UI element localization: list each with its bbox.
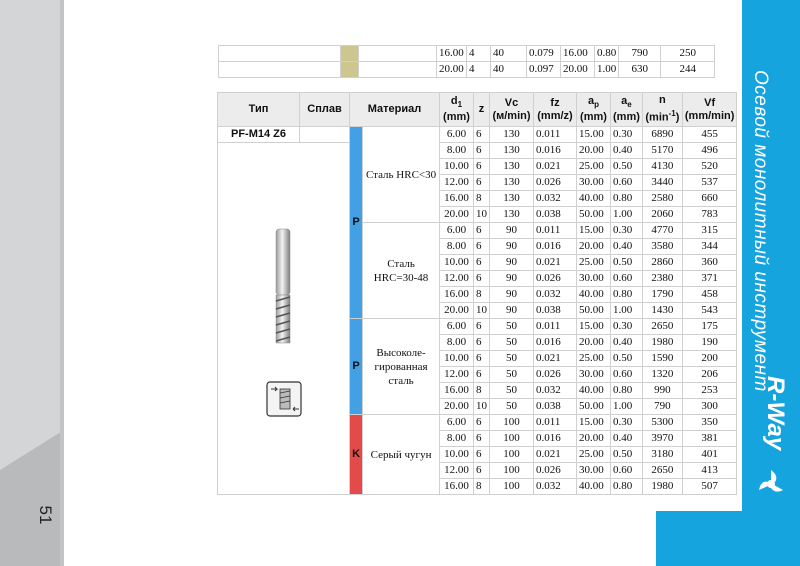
table-cell: 20.00: [577, 239, 611, 255]
table-cell: 90: [490, 239, 534, 255]
header-material: Материал: [350, 93, 440, 127]
table-cell: 100: [490, 431, 534, 447]
table-cell: 50: [490, 335, 534, 351]
top-table-row: [219, 46, 715, 62]
table-cell: 990: [642, 383, 682, 399]
table-cell: 3580: [642, 239, 682, 255]
table-cell: 0.026: [534, 463, 577, 479]
table-cell: 12.00: [440, 367, 474, 383]
table-cell: 8.00: [440, 431, 474, 447]
table-cell: 4130: [642, 159, 682, 175]
table-cell: 30.00: [577, 175, 611, 191]
table-cell: 496: [682, 143, 737, 159]
header-fz: fz (mm/z): [534, 93, 577, 127]
table-cell: 10: [474, 399, 490, 415]
table-cell: 10: [474, 303, 490, 319]
table-cell: 458: [682, 287, 737, 303]
table-cell: 660: [682, 191, 737, 207]
table-cell: 190: [682, 335, 737, 351]
header-ae: $a_e$ (mm): [611, 93, 643, 127]
table-cell: 0.60: [611, 463, 643, 479]
material-cell: Серый чугун: [363, 415, 440, 495]
material-cell: Сталь HRC=30-48: [363, 223, 440, 319]
table-cell: 8.00: [440, 335, 474, 351]
table-cell: 0.60: [611, 271, 643, 287]
table-cell: 15.00: [577, 127, 611, 143]
table-cell: 0.60: [611, 367, 643, 383]
header-d1: $d_1$ (mm): [440, 93, 474, 127]
table-cell: 0.038: [534, 303, 577, 319]
table-cell: 130: [490, 191, 534, 207]
table-cell: 6: [474, 431, 490, 447]
table-cell: 100: [490, 415, 534, 431]
table-cell: 130: [490, 175, 534, 191]
table-cell: 2060: [642, 207, 682, 223]
left-band-edge: [60, 0, 64, 566]
table-cell: 15.00: [577, 415, 611, 431]
table-cell: 507: [682, 479, 737, 495]
table-cell: 6: [474, 447, 490, 463]
table-cell: 1790: [642, 287, 682, 303]
table-cell: 315: [682, 223, 737, 239]
header-row: [218, 93, 737, 127]
table-cell: 25.00: [577, 255, 611, 271]
table-cell: 15.00: [577, 319, 611, 335]
table-cell: 0.80: [611, 383, 643, 399]
table-cell: 130: [490, 143, 534, 159]
table-cell: 0.032: [534, 479, 577, 495]
table-cell: 455: [682, 127, 737, 143]
table-cell: 0.80: [611, 287, 643, 303]
table-cell: 20.00: [437, 62, 467, 78]
table-cell: 6.00: [440, 127, 474, 143]
blank-cell: [219, 62, 341, 78]
table-cell: 344: [682, 239, 737, 255]
table-cell: 30.00: [577, 463, 611, 479]
table-cell: 16.00: [561, 46, 595, 62]
table-cell: 630: [619, 62, 661, 78]
table-cell: 130: [490, 159, 534, 175]
blank-cell: [359, 46, 437, 62]
table-cell: 401: [682, 447, 737, 463]
cutting-data-table: [217, 92, 737, 495]
table-row: [218, 127, 737, 143]
table-cell: 537: [682, 175, 737, 191]
table-cell: 543: [682, 303, 737, 319]
top-table-row: [219, 62, 715, 78]
table-row: [218, 143, 737, 159]
table-cell: 4770: [642, 223, 682, 239]
table-cell: 0.021: [534, 255, 577, 271]
table-cell: 8: [474, 479, 490, 495]
table-cell: 0.50: [611, 255, 643, 271]
table-cell: 6: [474, 127, 490, 143]
table-cell: 20.00: [577, 335, 611, 351]
table-cell: 1980: [642, 479, 682, 495]
table-cell: 50: [490, 367, 534, 383]
table-cell: 0.40: [611, 239, 643, 255]
left-margin-band: [0, 0, 64, 566]
brand-logo-icon: [753, 466, 789, 502]
table-cell: 6: [474, 335, 490, 351]
table-cell: 0.032: [534, 383, 577, 399]
table-cell: 6.00: [440, 415, 474, 431]
table-cell: 4: [467, 46, 491, 62]
material-cell: Высоколе-гированная сталь: [363, 319, 440, 415]
table-cell: 6: [474, 463, 490, 479]
table-cell: 8: [474, 383, 490, 399]
table-cell: 783: [682, 207, 737, 223]
table-cell: 25.00: [577, 447, 611, 463]
table-cell: 130: [490, 127, 534, 143]
table-cell: 5300: [642, 415, 682, 431]
table-cell: 6: [474, 255, 490, 271]
table-cell: 4: [467, 62, 491, 78]
table-cell: 175: [682, 319, 737, 335]
table-cell: 0.30: [611, 223, 643, 239]
table-cell: 40.00: [577, 479, 611, 495]
table-cell: 0.011: [534, 415, 577, 431]
table-cell: 0.032: [534, 191, 577, 207]
table-cell: 20.00: [561, 62, 595, 78]
table-cell: 0.40: [611, 143, 643, 159]
table-cell: 15.00: [577, 223, 611, 239]
header-type: Тип: [218, 93, 300, 127]
material-group-p: P: [350, 127, 363, 319]
color-swatch-cell: [341, 62, 359, 78]
table-cell: 1.00: [611, 303, 643, 319]
table-cell: 50: [490, 399, 534, 415]
table-cell: 16.00: [437, 46, 467, 62]
table-cell: 50: [490, 351, 534, 367]
table-cell: 6: [474, 319, 490, 335]
table-cell: 8.00: [440, 239, 474, 255]
page-number: 51: [36, 505, 55, 525]
table-cell: 6.00: [440, 319, 474, 335]
table-cell: 6: [474, 143, 490, 159]
table-cell: 20.00: [577, 143, 611, 159]
table-cell: 5170: [642, 143, 682, 159]
table-cell: 0.80: [611, 479, 643, 495]
table-cell: 350: [682, 415, 737, 431]
table-cell: 50.00: [577, 207, 611, 223]
table-cell: 10.00: [440, 351, 474, 367]
table-cell: 40.00: [577, 383, 611, 399]
table-cell: 790: [619, 46, 661, 62]
table-cell: 0.016: [534, 335, 577, 351]
table-cell: 2860: [642, 255, 682, 271]
table-cell: 10.00: [440, 255, 474, 271]
table-cell: 100: [490, 479, 534, 495]
table-cell: 100: [490, 463, 534, 479]
end-mill-tool-icon: [264, 227, 304, 367]
table-cell: 253: [682, 383, 737, 399]
table-cell: 6: [474, 271, 490, 287]
table-cell: 0.60: [611, 175, 643, 191]
header-z: z: [474, 93, 490, 127]
material-group-p: P: [350, 319, 363, 415]
header-vf: Vf (mm/min): [682, 93, 737, 127]
header-alloy: Сплав: [300, 93, 350, 127]
header-n: n $(\min^{-1})$: [642, 93, 682, 127]
table-cell: 3180: [642, 447, 682, 463]
table-cell: 40.00: [577, 191, 611, 207]
milling-pictogram-icon: [266, 381, 302, 417]
table-cell: 0.40: [611, 335, 643, 351]
table-cell: 0.011: [534, 127, 577, 143]
material-cell: Сталь HRC<30: [363, 127, 440, 223]
table-cell: 200: [682, 351, 737, 367]
table-cell: 30.00: [577, 367, 611, 383]
alloy-cell: [300, 127, 350, 143]
table-cell: 0.50: [611, 351, 643, 367]
table-cell: 10.00: [440, 447, 474, 463]
table-cell: 0.032: [534, 287, 577, 303]
table-cell: 0.80: [595, 46, 619, 62]
table-cell: 12.00: [440, 175, 474, 191]
table-cell: 1.00: [611, 399, 643, 415]
table-cell: 520: [682, 159, 737, 175]
table-cell: 6: [474, 175, 490, 191]
continued-table: [218, 45, 715, 78]
table-cell: 0.097: [527, 62, 561, 78]
table-cell: 0.016: [534, 431, 577, 447]
table-cell: 0.30: [611, 415, 643, 431]
table-cell: 8: [474, 191, 490, 207]
table-cell: 244: [661, 62, 715, 78]
table-cell: 0.50: [611, 447, 643, 463]
table-cell: 0.026: [534, 271, 577, 287]
table-cell: 0.80: [611, 191, 643, 207]
table-cell: 1320: [642, 367, 682, 383]
table-cell: 371: [682, 271, 737, 287]
table-cell: 0.016: [534, 239, 577, 255]
table-cell: 90: [490, 271, 534, 287]
table-cell: 413: [682, 463, 737, 479]
table-cell: 360: [682, 255, 737, 271]
table-cell: 6: [474, 367, 490, 383]
table-cell: 0.50: [611, 159, 643, 175]
table-cell: 2650: [642, 319, 682, 335]
table-cell: 90: [490, 255, 534, 271]
table-cell: 16.00: [440, 383, 474, 399]
table-cell: 0.30: [611, 319, 643, 335]
table-cell: 0.026: [534, 175, 577, 191]
table-cell: 40.00: [577, 287, 611, 303]
tool-type-cell: PF-M14 Z6: [218, 127, 300, 143]
table-cell: 1980: [642, 335, 682, 351]
table-cell: 6.00: [440, 223, 474, 239]
table-cell: 50: [490, 319, 534, 335]
table-cell: 12.00: [440, 271, 474, 287]
table-cell: 2580: [642, 191, 682, 207]
table-cell: 90: [490, 303, 534, 319]
table-cell: 381: [682, 431, 737, 447]
table-cell: 0.038: [534, 399, 577, 415]
table-cell: 790: [642, 399, 682, 415]
table-cell: 0.011: [534, 223, 577, 239]
table-cell: 0.021: [534, 351, 577, 367]
color-swatch-cell: [341, 46, 359, 62]
table-cell: 100: [490, 447, 534, 463]
table-cell: 16.00: [440, 191, 474, 207]
table-cell: 1.00: [595, 62, 619, 78]
table-cell: 300: [682, 399, 737, 415]
table-cell: 1590: [642, 351, 682, 367]
table-cell: 3440: [642, 175, 682, 191]
table-cell: 0.40: [611, 431, 643, 447]
table-cell: 6: [474, 159, 490, 175]
table-cell: 8.00: [440, 143, 474, 159]
table-cell: 90: [490, 223, 534, 239]
table-cell: 20.00: [440, 399, 474, 415]
table-cell: 0.026: [534, 367, 577, 383]
table-cell: 40: [491, 62, 527, 78]
table-cell: 50.00: [577, 303, 611, 319]
table-cell: 12.00: [440, 463, 474, 479]
table-cell: 130: [490, 207, 534, 223]
table-cell: 0.021: [534, 159, 577, 175]
table-cell: 6: [474, 239, 490, 255]
table-cell: 2650: [642, 463, 682, 479]
table-cell: 40: [491, 46, 527, 62]
page-number-tab: [0, 0, 64, 566]
table-cell: 0.021: [534, 447, 577, 463]
table-cell: 3970: [642, 431, 682, 447]
table-cell: 8: [474, 287, 490, 303]
table-cell: 16.00: [440, 287, 474, 303]
header-vc: Vc (м/min): [490, 93, 534, 127]
table-cell: 25.00: [577, 351, 611, 367]
table-cell: 30.00: [577, 271, 611, 287]
material-group-k: K: [350, 415, 363, 495]
table-cell: 50: [490, 383, 534, 399]
table-cell: 206: [682, 367, 737, 383]
blank-cell: [359, 62, 437, 78]
table-cell: 25.00: [577, 159, 611, 175]
table-cell: 16.00: [440, 479, 474, 495]
table-cell: 6: [474, 223, 490, 239]
blank-cell: [219, 46, 341, 62]
table-cell: 2380: [642, 271, 682, 287]
table-cell: 0.016: [534, 143, 577, 159]
table-cell: 90: [490, 287, 534, 303]
tool-image-cell: [218, 143, 350, 495]
table-cell: 0.079: [527, 46, 561, 62]
table-cell: 50.00: [577, 399, 611, 415]
table-cell: 1430: [642, 303, 682, 319]
table-cell: 0.011: [534, 319, 577, 335]
table-cell: 250: [661, 46, 715, 62]
table-cell: 0.30: [611, 127, 643, 143]
table-cell: 1.00: [611, 207, 643, 223]
table-cell: 20.00: [577, 431, 611, 447]
table-cell: 10.00: [440, 159, 474, 175]
table-cell: 0.038: [534, 207, 577, 223]
table-cell: 6: [474, 415, 490, 431]
table-cell: 6890: [642, 127, 682, 143]
header-ap: $a_p$ (mm): [577, 93, 611, 127]
table-cell: 10: [474, 207, 490, 223]
table-cell: 20.00: [440, 303, 474, 319]
table-cell: 6: [474, 351, 490, 367]
table-cell: 20.00: [440, 207, 474, 223]
